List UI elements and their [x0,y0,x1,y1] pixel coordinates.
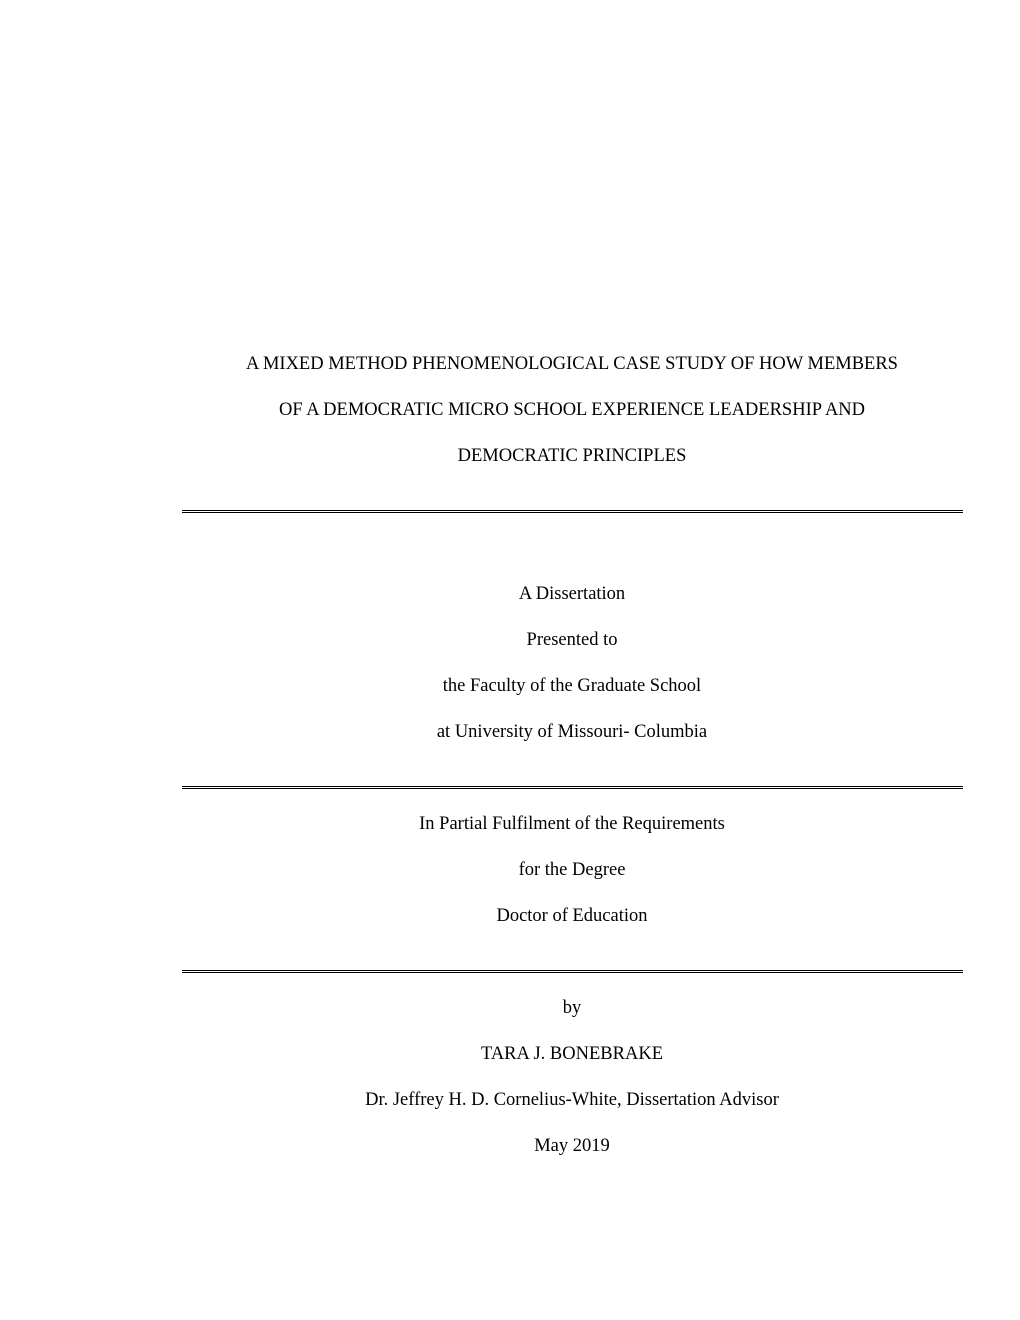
author-name: TARA J. BONEBRAKE [481,1044,663,1064]
divider-rule-3 [182,970,963,973]
presentation-line-2: Presented to [526,630,618,650]
submission-date: May 2019 [534,1136,610,1156]
title-line-3: DEMOCRATIC PRINCIPLES [457,446,687,466]
requirements-line-2: for the Degree [518,860,626,880]
presentation-line-1: A Dissertation [518,584,626,604]
presentation-line-4: at University of Missouri- Columbia [436,722,708,742]
by-label: by [562,998,582,1018]
title-line-2: OF A DEMOCRATIC MICRO SCHOOL EXPERIENCE LEADERSHIP AND [278,400,866,420]
divider-rule-2 [182,786,963,789]
divider-rule-1 [182,510,963,513]
title-line-1: A MIXED METHOD PHENOMENOLOGICAL CASE STUDY OF HOW MEMBERS [246,354,898,374]
advisor-name: Dr. Jeffrey H. D. Cornelius-White, Dissertation Advisor [365,1090,779,1110]
presentation-line-3: the Faculty of the Graduate School [442,676,702,696]
degree-name: Doctor of Education [496,906,648,926]
requirements-line-1: In Partial Fulfilment of the Requirements [419,814,725,834]
